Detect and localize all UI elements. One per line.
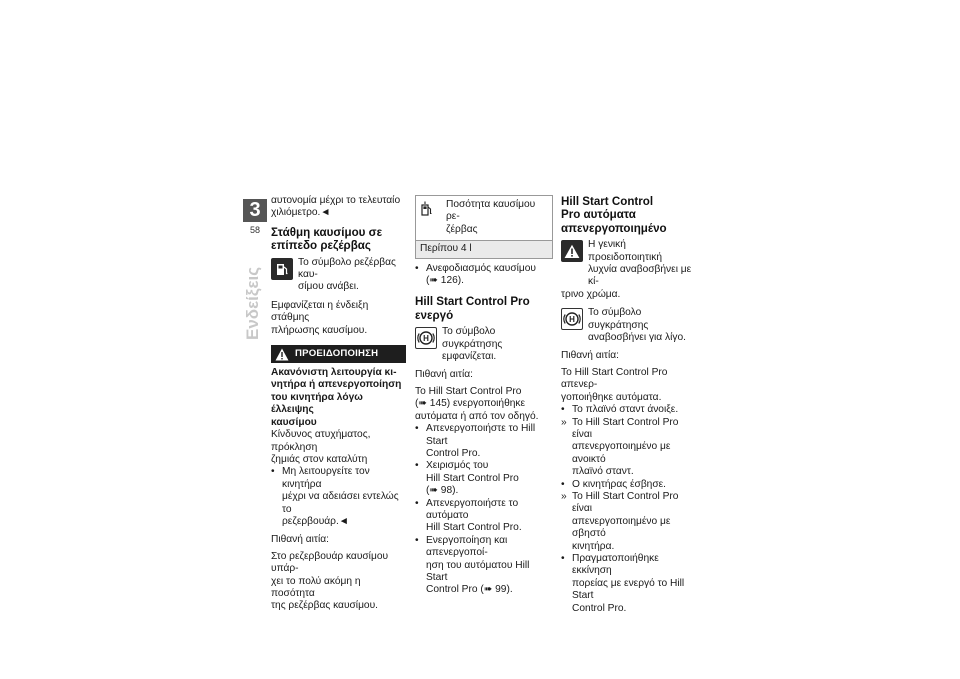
hill-hold-indicator: H Το σύμβολο συγκράτησης εμφανίζεται.	[415, 326, 553, 363]
intro-line-1: αυτονομία μέχρι το τελευταίο	[271, 195, 401, 206]
hill-hold-icon	[561, 308, 583, 330]
warning-triangle-icon	[275, 348, 289, 361]
list-item: • Ενεργοποίηση και απενεργοποί- ηση του αυτόματου Hill Start Control Pro (➠ 99).	[415, 535, 553, 597]
list-item: • Πραγματοποιήθηκε εκκίνηση πορείας με ενεργό το Hill Start Control Pro.	[561, 553, 701, 615]
cause-label: Πιθανή αιτία:	[561, 350, 619, 362]
list-item: • Απενεργοποιήστε το αυτόματο Hill Start Control Pro.	[415, 498, 553, 535]
hsc-active-heading: Hill Start Control Pro ενεργό	[415, 295, 530, 322]
hill-hold-indicator: H Το σύμβολο συγκράτησης αναβοσβήνει για λίγο.	[561, 307, 701, 344]
list-item: • Απενεργοποιήστε το Hill Start Control Pro.	[415, 423, 553, 460]
svg-text:H: H	[423, 334, 429, 344]
chapter-number: 3	[243, 199, 267, 222]
list-item: • Το πλαϊνό σταντ άνοιξε.	[561, 404, 701, 416]
cause-label: Πιθανή αιτία:	[271, 534, 329, 546]
svg-text:H: H	[569, 315, 575, 325]
list-item: » Το Hill Start Control Pro είναι απενεργοποιημένο με ανοικτό πλαϊνό σταντ.	[561, 417, 701, 479]
general-warning-indicator: Η γενική προειδοποιητική λυχνία αναβοσβήνει με κί-	[561, 239, 701, 289]
fuel-reserve-heading: Στάθμη καυσίμου σε επίπεδο ρεζέρβας	[271, 225, 383, 253]
fuel-reserve-table: Ποσότητα καυσίμου ρε- ζέρβας Περίπου 4 l	[415, 195, 553, 259]
reference-arrow-icon: ➠	[429, 485, 438, 497]
fuel-reserve-icon	[271, 258, 293, 280]
column-2: Ποσότητα καυσίμου ρε- ζέρβας Περίπου 4 l • Ανεφοδιασμός καυσίμου (➠ 126). Hill Start Control Pro ενεργό H Το σύμβολο συγκράτησης εμφανίζεται. Πιθανή αιτία: To Hill Start Control Pro (➠ 145) ενεργοποιήθηκε αυτόματα ή από τον οδηγό. • Απενεργοποιήστε το Hill Start Control Pro. • Χειρισμός του Hill Start Control Pro (➠ 98). • Απενεργοποιήστε το αυτόματο Hill Start Control Pro. • Ενεργοποίηση και απενεργοποί- ηση του αυτόματου Hill Start Control Pro (➠ 99).	[415, 195, 553, 597]
list-item: • Ο κινητήρας έσβησε.	[561, 479, 701, 491]
section-side-label: Ενδείξεις	[243, 266, 262, 340]
fuel-pump-icon	[420, 199, 438, 236]
warning-banner	[271, 345, 406, 363]
chapter-tab	[243, 199, 267, 236]
intro-line-2: χιλιόμετρο.◄	[271, 207, 331, 219]
list-item: » Το Hill Start Control Pro είναι απενεργοποιημένο με σβηστό κινητήρα.	[561, 491, 701, 553]
page-number: 58	[249, 225, 260, 235]
reference-arrow-icon: ➠	[418, 398, 427, 410]
column-1: αυτονομία μέχρι το τελευταίο χιλιόμετρο.◄ Στάθμη καυσίμου σε επίπεδο ρεζέρβας Το σύμβολο ρεζέρβας καυ- σίμου ανάβει. Εμφανίζεται η ένδειξη στάθμης πλήρωσης καυσίμου. ΠΡΟΕΙΔΟΠΟΙΗΣΗ Ακανόνιστη λειτουργία κι- νητήρα ή απενεργοποίηση του κινητήρα λόγω έλλειψης καυσίμου Κίνδυνος ατυχήματος, πρόκληση ζημιάς στον καταλύτη • Μη λειτουργείτε τον κινητήρα μέχρι να αδειάσει εντελώς το ρεζερβουάρ.◄ Πιθανή αιτία: Στο ρεζερβουάρ καυσίμου υπάρ- χει το πολύ ακόμη η ποσότητα της ρεζέρβας καυσίμου.	[271, 195, 406, 613]
list-item: • Χειρισμός του Hill Start Control Pro (➠ 98).	[415, 460, 553, 497]
list-item: • Μη λειτουργείτε τον κινητήρα μέχρι να αδειάσει εντελώς το ρεζερβουάρ.◄	[271, 466, 406, 528]
reference-arrow-icon: ➠	[429, 275, 438, 287]
warning-label: ΠΡΟΕΙΔΟΠΟΙΗΣΗ	[295, 347, 379, 359]
table-row: Περίπου 4 l	[416, 241, 552, 257]
fuel-reserve-indicator: Το σύμβολο ρεζέρβας καυ- σίμου ανάβει.	[271, 257, 406, 294]
cause-label: Πιθανή αιτία:	[415, 369, 473, 381]
reference-arrow-icon: ➠	[483, 584, 493, 596]
hill-hold-icon	[415, 327, 437, 349]
warning-triangle-icon	[561, 240, 583, 262]
list-item: • Ανεφοδιασμός καυσίμου (➠ 126).	[415, 263, 553, 288]
column-3: Hill Start Control Pro αυτόματα απενεργοποιημένο Η γενική προειδοποιητική λυχνία αναβοσβήνει με κί- τρινο χρώμα. H Το σύμβολο συγκράτησης αναβοσβήνει για λίγο. Πιθανή αιτία: Το Hill Start Control Pro απενερ- γοποιήθηκε αυτόματα. • Το πλαϊνό σταντ άνοιξε. » Το Hill Start Control Pro είναι απενεργοποιημένο με ανοικτό πλαϊνό σταντ. • Ο κινητήρας έσβησε. » Το Hill Start Control Pro είναι απενεργοποιημένο με σβηστό κινητήρα. • Πραγματοποιήθηκε εκκίνηση πορείας με ενεργό το Hill Start Control Pro.	[561, 195, 701, 615]
hsc-auto-off-heading: Hill Start Control Pro αυτόματα απενεργοποιημένο	[561, 195, 667, 235]
